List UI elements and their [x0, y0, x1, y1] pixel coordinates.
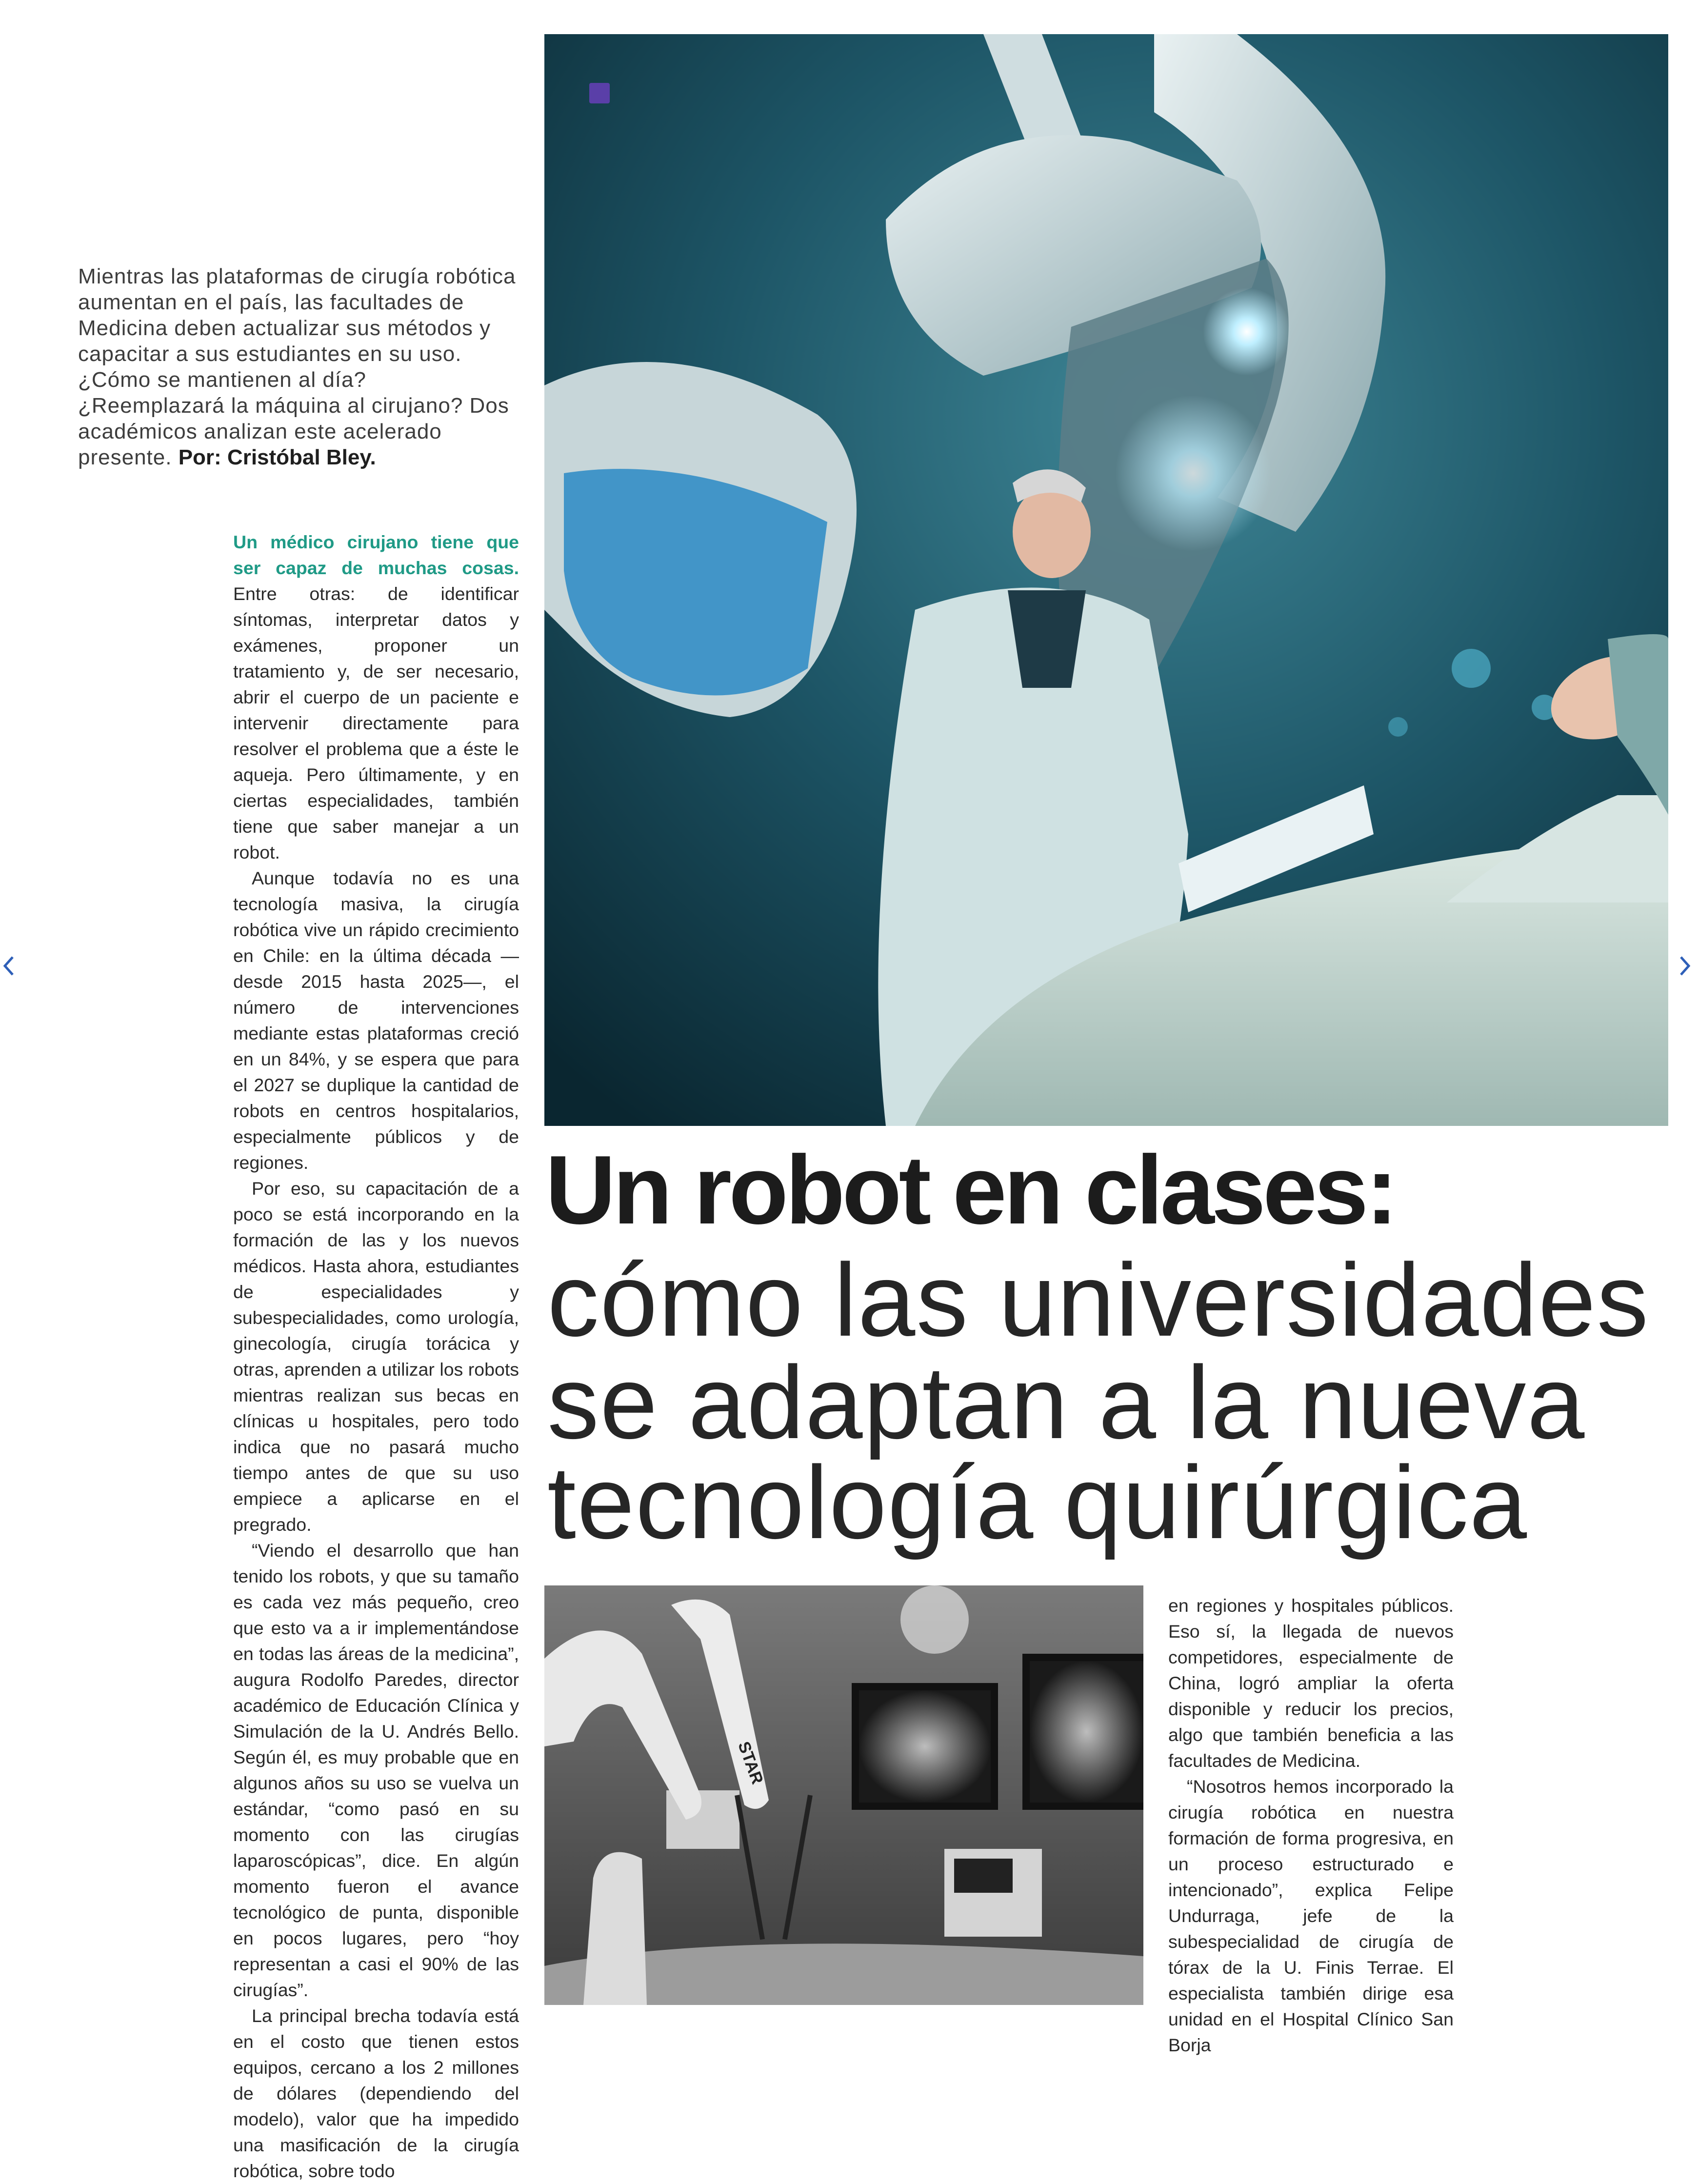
headline-title: Un robot en clases: [545, 1136, 1395, 1244]
article-column-1 [233, 529, 519, 2184]
next-page-button[interactable] [1675, 951, 1695, 981]
standfirst-text: Mientras las plataformas de cirugía robótica aumentan en el país, las facultades de Medicina deben actualizar sus métodos y capacitar a sus estudiantes en su uso. ¿Cómo se mantienen al día? ¿Reemplazará la máquina al cirujano? Dos académicos analizan este acelerado presente. [78, 264, 516, 469]
article-standfirst [78, 263, 517, 470]
paragraph: “Viendo el desarrollo que han tenido los robots, y que su tamaño es cada vez más pequeño, creo que esto va a ir implementándose en todas las áreas de la medicina”, augura Rodolfo Paredes, director académico de Educación Clínica y Simulación de la U. Andrés Bello. Según él, es muy probable que en algunos años su uso se vuelva un estándar, “como pasó en su momento con las cirugías laparoscópicas”, dice. En algún momento fueron el avance tecnológico de punta, disponible en pocos lugares, pero “hoy representan a casi el 90% de las cirugías”. [233, 1540, 519, 2000]
photo-tag-icon [589, 83, 610, 103]
paragraph-text: Entre otras: de identificar síntomas, interpretar datos y exámenes, proponer un tratamiento y, de ser necesario, abrir el cuerpo de un paciente e intervenir directamente para resolver el problema que a éste le aqueja. Pero últimamente, y en ciertas especialidades, también tiene que saber manejar a un robot. [233, 583, 519, 862]
chevron-left-icon [0, 951, 20, 981]
headline-subtitle-line: se adaptan a la nueva [547, 1344, 1586, 1460]
surgical-robot-photo [544, 1585, 1143, 2005]
chevron-right-icon [1675, 951, 1695, 981]
hero-image [544, 34, 1668, 1126]
prev-page-button[interactable] [0, 951, 20, 981]
paragraph [233, 529, 519, 865]
article-column-3 [1168, 1593, 1454, 2058]
paragraph: Aunque todavía no es una tecnología masiva, la cirugía robótica vive un rápido crecimiento en Chile: en la última década —desde 2015 hasta 2025—, el número de intervenciones mediante estas plataformas creció en un 84%, y se espera que para el 2027 se duplique la cantidad de robots en centros hospitalarios, especialmente públicos y de regiones. [233, 868, 519, 1173]
paragraph: “Nosotros hemos incorporado la cirugía robótica en nuestra formación de forma progresiva, en un proceso estructurado e intencionado”, explica Felipe Undurraga, jefe de la subespecialidad de cirugía de tórax de la U. Finis Terrae. El especialista también dirige esa unidad en el Hospital Clínico San Borja [1168, 1776, 1454, 2055]
headline-subtitle-line: cómo las universidades [547, 1242, 1650, 1358]
paragraph: La principal brecha todavía está en el costo que tienen estos equipos, cercano a los 2 millones de dólares (dependiendo del modelo), valor que ha impedido una masificación de la cirugía robótica, sobre todo [233, 2005, 519, 2181]
lead-sentence: Un médico cirujano tiene que ser capaz de muchas cosas. [233, 532, 519, 578]
robot-label: STAR [734, 1739, 767, 1787]
headline-subtitle-line: tecnología quirúrgica [547, 1444, 1528, 1560]
byline: Por: Cristóbal Bley. [178, 445, 376, 469]
paragraph: en regiones y hospitales públicos. Eso sí, la llegada de nuevos competidores, especialmente de China, logró ampliar la oferta disponible y reducir los precios, algo que también beneficia a las facultades de Medicina. [1168, 1595, 1454, 1771]
paragraph: Por eso, su capacitación de a poco se está incorporando en la formación de las y los nuevos médicos. Hasta ahora, estudiantes de especialidades y subespecialidades, como urología, ginecología, cirugía torácica y otras, aprenden a utilizar los robots mientras realizan sus becas en clínicas u hospitales, pero todo indica que no pasará mucho tiempo antes de que su uso empiece a aplicarse en el pregrado. [233, 1178, 519, 1535]
